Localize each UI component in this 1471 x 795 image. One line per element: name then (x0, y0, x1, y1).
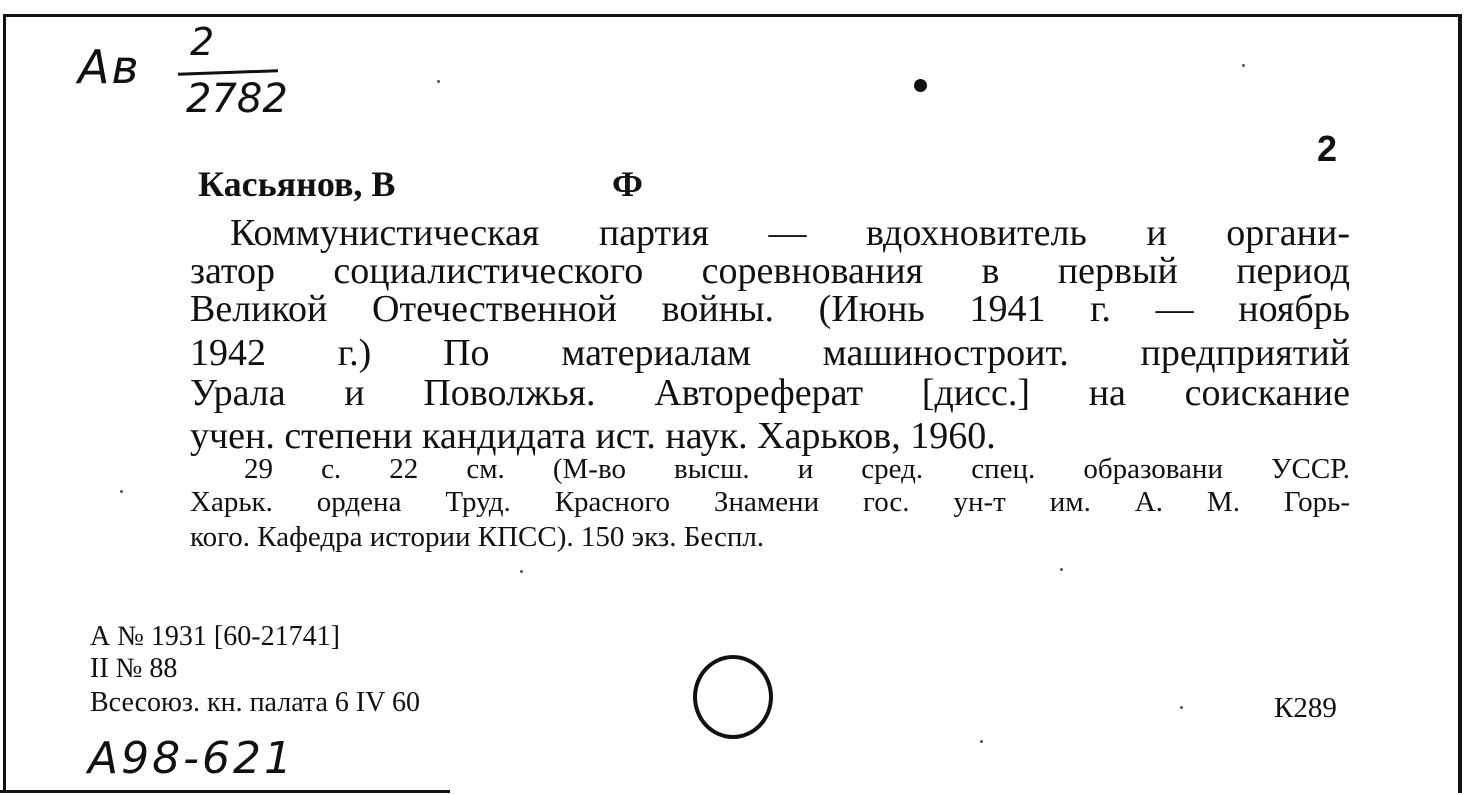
author-initial: Ф (612, 164, 643, 204)
title-line: Урала и Поволжья. Автореферат [дисс.] на соискание (190, 372, 1350, 414)
registration-chamber: Всесоюз. кн. палата 6 IV 60 (90, 687, 420, 718)
title-line: 1942 г.) По материалам машиностроит. предприятий (190, 332, 1350, 374)
speck (520, 570, 523, 573)
registration-series: II № 88 (90, 653, 178, 684)
shelfmark-prefix: Ав (78, 40, 141, 94)
accession-number: А98-621 (88, 733, 295, 784)
speck (1242, 64, 1245, 67)
shelfmark-numerator: 2 (190, 20, 215, 64)
title-line: Великой Отечественной войны. (Июнь 1941 г. — ноябрь (190, 288, 1350, 330)
ink-blot (914, 79, 927, 92)
speck (1060, 568, 1063, 571)
title-line: учен. степени кандидата ист. наук. Харьков, 1960. (190, 415, 996, 457)
title-line: Коммунистическая партия — вдохновитель и органи- (230, 212, 1350, 254)
speck (120, 490, 123, 493)
description-line: кого. Кафедра истории КПСС). 150 экз. Беспл. (190, 521, 765, 553)
speck (1180, 706, 1183, 709)
author-name: Касьянов, В (198, 164, 396, 204)
title-line: затор социалистического соревнования в первый период (190, 250, 1350, 292)
card-bottom-edge (0, 790, 450, 793)
speck (980, 740, 983, 743)
card-number: 2 (1317, 128, 1338, 169)
description-line: 29 с. 22 см. (М-во высш. и сред. спец. образовани УССР. (244, 453, 1350, 485)
punch-hole (693, 655, 773, 739)
registration-number: А № 1931 [60-21741] (90, 621, 340, 652)
shelfmark-denominator: 2782 (186, 76, 288, 122)
index-code: К289 (1274, 692, 1337, 724)
description-line: Харьк. ордена Труд. Красного Знамени гос. ун-т им. А. М. Горь- (190, 486, 1350, 518)
speck (437, 80, 440, 83)
